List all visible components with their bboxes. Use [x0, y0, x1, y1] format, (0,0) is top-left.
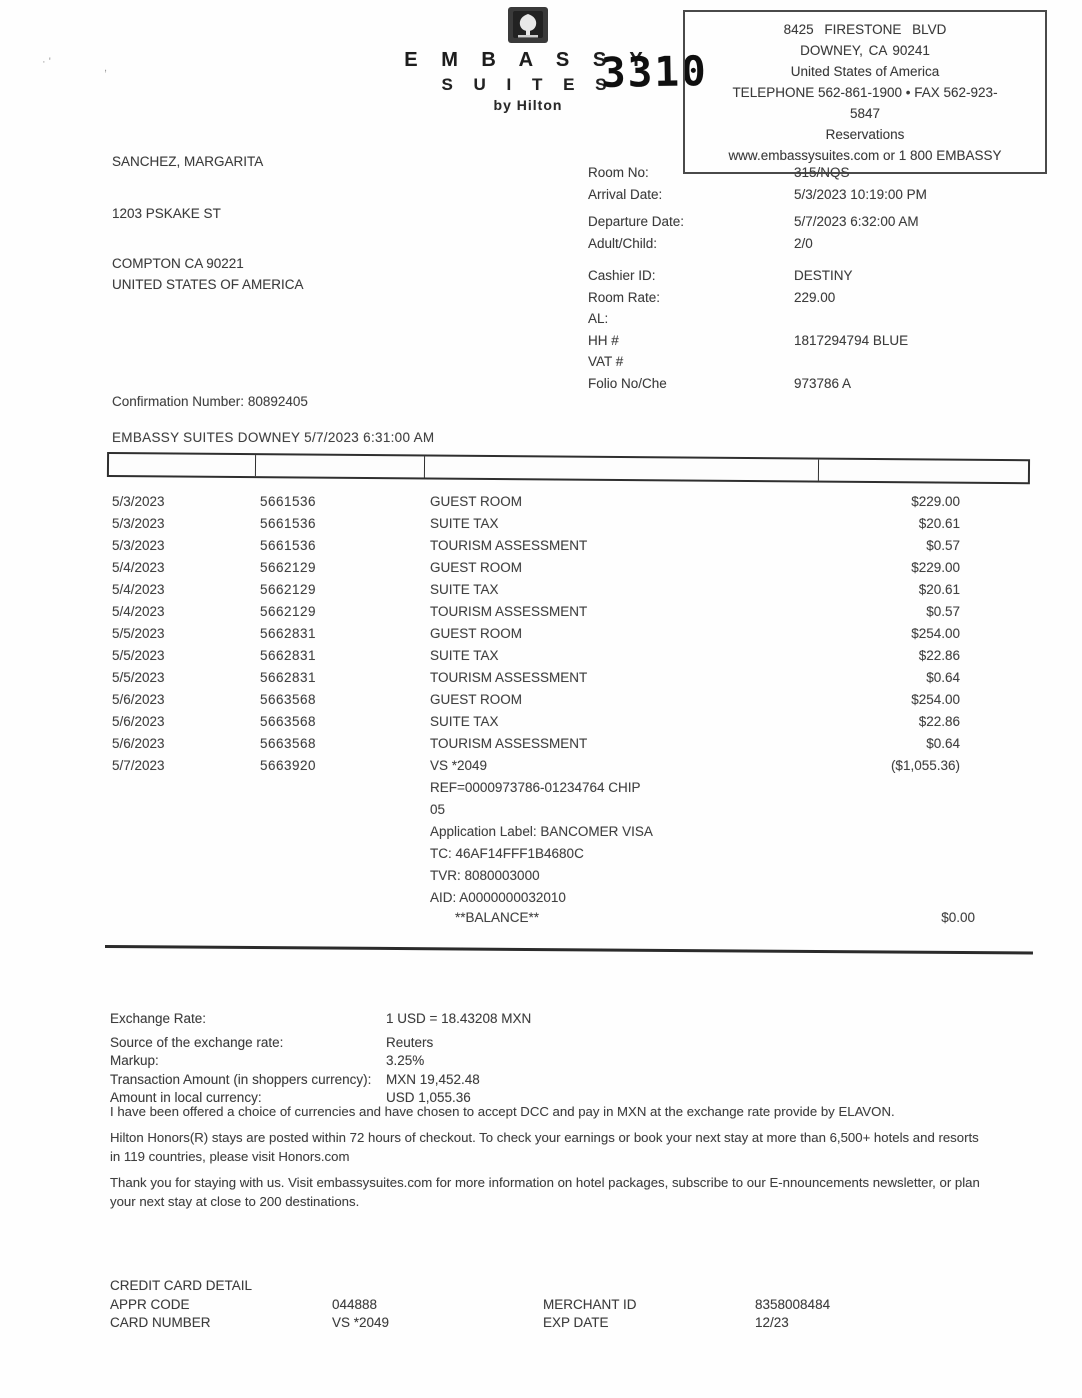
- table-cell-date: 5/4/2023: [112, 582, 165, 597]
- card-number-label: CARD NUMBER: [110, 1315, 211, 1330]
- table-row: [107, 623, 1030, 645]
- table-cell-date: 5/6/2023: [112, 736, 165, 751]
- table-cell-date: [107, 843, 260, 865]
- table-row: [107, 887, 1030, 909]
- stay-field-adult-child: Adult/Child: 2/0: [588, 235, 813, 251]
- table-cell-date: 5/6/2023: [112, 714, 165, 729]
- table-cell-ref: 5662129: [260, 604, 317, 619]
- table-cell-desc: TOURISM ASSESSMENT: [430, 538, 588, 553]
- brand-line-3: by Hilton: [493, 97, 563, 113]
- exp-date-value: 12/23: [755, 1315, 789, 1330]
- table-cell-amount: [820, 887, 1030, 909]
- reservations-label: Reservations: [825, 127, 905, 142]
- folio-stamp-number: 3310: [600, 47, 709, 97]
- table-cell-ref: 5662831: [260, 626, 317, 641]
- hotel-website: www.embassysuites.com or 1 800 EMBASSY: [728, 148, 1002, 163]
- table-cell-amount: $20.61: [918, 582, 960, 597]
- table-row: [107, 667, 1030, 689]
- table-row: [107, 645, 1030, 667]
- table-row: [107, 711, 1030, 733]
- stay-field-room-no: Room No: 315/NQS: [588, 165, 850, 180]
- section-divider-line: [105, 945, 1033, 954]
- header-cell-description: [424, 456, 818, 480]
- dcc-transaction-amount: Transaction Amount (in shoppers currency): MXN 19,452.48: [110, 1071, 480, 1087]
- dcc-acceptance-notice: I have been offered a choice of currencies and have chosen to accept DCC and pay in MXN at the exchange rate provide by ELAVON.: [110, 1104, 895, 1119]
- table-cell-date: 5/3/2023: [112, 494, 165, 509]
- table-cell-desc: GUEST ROOM: [430, 692, 523, 707]
- table-row: [107, 579, 1030, 601]
- hotel-phone-line2: 5847: [849, 106, 881, 121]
- table-cell-amount: $20.61: [918, 516, 960, 531]
- table-cell-desc: SUITE TAX: [430, 714, 499, 729]
- hotel-city: DOWNEY, CA 90241: [800, 43, 930, 58]
- table-cell-desc: Application Label: BANCOMER VISA: [430, 824, 653, 839]
- table-cell-ref: [260, 887, 430, 909]
- table-cell-date: 5/5/2023: [112, 626, 165, 641]
- table-cell-ref: 5663568: [260, 714, 317, 729]
- table-cell-amount: $254.00: [911, 692, 960, 707]
- header-cell-amount: [818, 460, 1028, 483]
- header-cell-date: [109, 454, 255, 476]
- table-cell-ref: [260, 843, 430, 865]
- table-cell-date: 5/7/2023: [112, 758, 165, 773]
- stay-details-block: [588, 162, 1040, 394]
- charges-table-header: [107, 452, 1030, 484]
- statement-title: EMBASSY SUITES DOWNEY 5/7/2023 6:31:00 AM: [112, 430, 435, 445]
- exp-date-label: EXP DATE: [543, 1315, 609, 1330]
- brand-line-2: S U I T E S: [441, 75, 615, 94]
- table-cell-amount: ($1,055.36): [890, 758, 960, 773]
- appr-code-label: APPR CODE: [110, 1296, 190, 1312]
- hotel-country: United States of America: [790, 64, 940, 79]
- charges-table-body: [107, 491, 1030, 909]
- table-cell-date: 5/3/2023: [112, 538, 165, 553]
- stay-field-al: AL:: [588, 311, 609, 326]
- table-row: [107, 843, 1030, 865]
- dcc-source: Source of the exchange rate: Reuters: [110, 1034, 434, 1050]
- merchant-id-value: 8358008484: [755, 1296, 831, 1312]
- guest-country: UNITED STATES OF AMERICA: [112, 277, 304, 292]
- table-cell-date: 5/4/2023: [112, 604, 165, 619]
- table-cell-ref: 5663568: [260, 736, 317, 751]
- table-cell-ref: [260, 865, 430, 887]
- table-row: [107, 513, 1030, 535]
- table-cell-desc: TVR: 8080003000: [430, 868, 540, 883]
- stay-field-cashier: Cashier ID: DESTINY: [588, 268, 853, 283]
- table-cell-date: [107, 821, 260, 843]
- table-cell-ref: 5661536: [260, 538, 317, 553]
- scan-artifact: ,: [104, 62, 108, 74]
- table-cell-amount: $0.64: [926, 670, 960, 685]
- table-cell-amount: $229.00: [911, 494, 960, 509]
- table-cell-desc: AID: A0000000032010: [430, 890, 566, 905]
- table-row: [107, 733, 1030, 755]
- guest-city: COMPTON CA 90221: [112, 256, 244, 271]
- table-cell-amount: [820, 777, 1030, 799]
- table-cell-desc: TC: 46AF14FFF1B4680C: [430, 846, 584, 861]
- table-row: [107, 557, 1030, 579]
- table-cell-date: [107, 777, 260, 799]
- table-cell-amount: $0.57: [926, 538, 960, 553]
- table-cell-desc: TOURISM ASSESSMENT: [430, 604, 588, 619]
- balance-row: [107, 907, 1030, 929]
- table-row: [107, 799, 1030, 821]
- table-cell-amount: [820, 799, 1030, 821]
- table-row: [107, 777, 1030, 799]
- thank-you-notice: Thank you for staying with us. Visit embassysuites.com for more information on hotel packages, subscribe to our E-nnouncements newsletter, or plan your next stay at close to 200 destinations.: [110, 1175, 980, 1209]
- table-cell-date: 5/6/2023: [112, 692, 165, 707]
- table-cell-desc: SUITE TAX: [430, 582, 499, 597]
- table-cell-amount: $22.86: [918, 648, 960, 663]
- embassy-suites-tree-icon: [506, 6, 550, 46]
- confirmation-number: Confirmation Number: 80892405: [112, 394, 308, 409]
- table-cell-desc: GUEST ROOM: [430, 626, 523, 641]
- table-cell-date: [107, 865, 260, 887]
- dcc-local-amount: Amount in local currency: USD 1,055.36: [110, 1090, 471, 1105]
- table-cell-desc: VS *2049: [430, 758, 488, 773]
- table-cell-desc: SUITE TAX: [430, 516, 499, 531]
- guest-name: SANCHEZ, MARGARITA: [112, 154, 264, 169]
- table-cell-amount: $22.86: [918, 714, 960, 729]
- table-cell-desc: SUITE TAX: [430, 648, 499, 663]
- balance-amount: $0.00: [941, 910, 975, 925]
- table-cell-ref: [260, 799, 430, 821]
- credit-card-detail-block: [110, 1277, 990, 1333]
- currency-conversion-block: [110, 1010, 830, 1108]
- table-cell-desc: TOURISM ASSESSMENT: [430, 736, 588, 751]
- table-cell-desc: GUEST ROOM: [430, 560, 523, 575]
- table-cell-date: 5/4/2023: [112, 560, 165, 575]
- scan-artifact: · ': [42, 56, 51, 68]
- table-cell-desc: GUEST ROOM: [430, 494, 523, 509]
- table-cell-date: 5/3/2023: [112, 516, 165, 531]
- table-row: [107, 535, 1030, 557]
- header-cell-reference: [255, 455, 424, 477]
- table-cell-date: [107, 799, 260, 821]
- table-row: [107, 755, 1030, 777]
- table-cell-ref: [260, 777, 430, 799]
- brand-line-1: E M B A S S Y: [404, 49, 652, 71]
- balance-label: **BALANCE**: [455, 910, 540, 925]
- table-cell-amount: [820, 843, 1030, 865]
- table-row: [107, 821, 1030, 843]
- table-cell-ref: [260, 821, 430, 843]
- stay-field-vat: VAT #: [588, 354, 624, 369]
- table-cell-ref: 5663920: [260, 758, 317, 773]
- table-row: [107, 601, 1030, 623]
- table-cell-ref: 5662129: [260, 560, 317, 575]
- card-number-value: VS *2049: [332, 1315, 390, 1330]
- stay-field-arrival: Arrival Date: 5/3/2023 10:19:00 PM: [588, 186, 927, 202]
- hotel-phone-line1: TELEPHONE 562-861-1900 • FAX 562-923-: [732, 85, 998, 100]
- charges-table: [107, 452, 1030, 929]
- dcc-markup: Markup: 3.25%: [110, 1053, 425, 1068]
- notices-block: [110, 1102, 990, 1211]
- credit-card-row: [110, 1296, 990, 1315]
- appr-code-value: 044888: [332, 1296, 378, 1312]
- stay-field-room-rate: Room Rate: 229.00: [588, 289, 836, 305]
- merchant-id-label: MERCHANT ID: [543, 1296, 637, 1312]
- table-cell-desc: 05: [430, 802, 446, 817]
- table-cell-ref: 5661536: [260, 516, 317, 531]
- table-cell-ref: 5662129: [260, 582, 317, 597]
- guest-address-block: [112, 152, 304, 295]
- credit-card-row: [110, 1314, 990, 1333]
- hilton-honors-notice: Hilton Honors(R) stays are posted within 72 hours of checkout. To check your earnings or book your next stay at more than 6,500+ hotels and resorts in 119 countries, please visit Honors.com: [110, 1130, 979, 1164]
- table-cell-amount: $254.00: [911, 626, 960, 641]
- table-cell-ref: 5663568: [260, 692, 317, 707]
- table-cell-ref: 5662831: [260, 670, 317, 685]
- credit-card-detail-title: CREDIT CARD DETAIL: [110, 1278, 253, 1293]
- table-cell-amount: $229.00: [911, 560, 960, 575]
- table-cell-amount: $0.57: [926, 604, 960, 619]
- hotel-street: 8425 FIRESTONE BLVD: [783, 22, 947, 37]
- table-cell-desc: TOURISM ASSESSMENT: [430, 670, 588, 685]
- table-row: [107, 689, 1030, 711]
- table-cell-desc: REF=0000973786-01234764 CHIP: [430, 780, 641, 795]
- table-cell-date: [107, 887, 260, 909]
- table-cell-amount: [820, 821, 1030, 843]
- table-cell-amount: [820, 865, 1030, 887]
- table-cell-date: 5/5/2023: [112, 648, 165, 663]
- table-row: [107, 865, 1030, 887]
- table-cell-ref: 5661536: [260, 494, 317, 509]
- stay-field-folio: Folio No/Che 973786 A: [588, 375, 852, 391]
- table-cell-ref: 5662831: [260, 648, 317, 663]
- dcc-exchange-rate: Exchange Rate: 1 USD = 18.43208 MXN: [110, 1011, 532, 1026]
- table-cell-date: 5/5/2023: [112, 670, 165, 685]
- stay-field-hh: HH # 1817294794 BLUE: [588, 332, 909, 348]
- hotel-address-box: [683, 10, 1047, 174]
- table-row: [107, 491, 1030, 513]
- stay-field-departure: Departure Date: 5/7/2023 6:32:00 AM: [588, 214, 919, 229]
- table-cell-amount: $0.64: [926, 736, 960, 751]
- guest-street: 1203 PSKAKE ST: [112, 206, 221, 221]
